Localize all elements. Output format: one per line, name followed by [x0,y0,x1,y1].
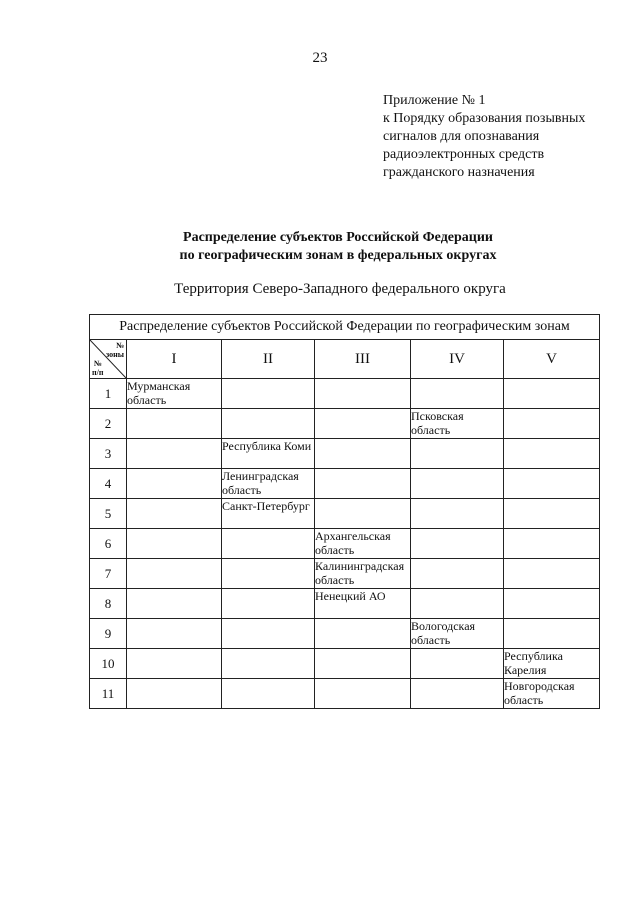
table-row [90,559,600,589]
zone-cell [127,559,222,589]
row-number: 2 [90,409,127,439]
zone-cell [315,469,411,499]
zone-cell [504,529,600,559]
zone-cell [222,619,315,649]
zone-cell [411,679,504,709]
corner-header-cell [90,340,127,379]
zone-cell [222,379,315,409]
zone-cell [315,439,411,469]
zone-cell: Архангельская область [315,529,411,559]
corner-row-label: № п/п [92,359,104,377]
zone-cell [411,379,504,409]
zone-cell [504,619,600,649]
row-number: 5 [90,499,127,529]
zone-header: II [222,340,315,379]
zone-cell [222,679,315,709]
table-row [90,589,600,619]
zone-cell [127,589,222,619]
table-row [90,619,600,649]
table-row [90,379,600,409]
appendix-line: радиоэлектронных средств [383,147,545,162]
appendix-line: к Порядку образования позывных [383,111,586,126]
zone-cell [127,439,222,469]
zone-cell [315,649,411,679]
zone-cell [222,589,315,619]
zone-cell [315,619,411,649]
table-row [90,529,600,559]
table-row [90,439,600,469]
zone-cell [222,559,315,589]
zone-cell [411,469,504,499]
zone-header: I [127,340,222,379]
table-row [90,679,600,709]
table-caption: Распределение субъектов Российской Федерации по географическим зонам [90,315,600,340]
zone-cell: Республика Коми [222,439,315,469]
row-number: 3 [90,439,127,469]
row-number: 7 [90,559,127,589]
zone-cell: Вологодская область [411,619,504,649]
zone-cell [315,679,411,709]
appendix-line: Приложение № 1 [383,93,486,108]
zone-cell [315,499,411,529]
zone-cell: Санкт-Петербург [222,499,315,529]
zone-cell: Калининградская область [315,559,411,589]
zone-cell [504,589,600,619]
zone-cell [411,589,504,619]
zone-cell: Ленинградская область [222,469,315,499]
zone-cell [127,469,222,499]
appendix-note [383,92,585,182]
zone-cell [411,439,504,469]
title-line-2: по географическим зонам в федеральных округах [179,248,497,263]
zone-cell [504,469,600,499]
appendix-line: сигналов для опознавания [383,129,540,144]
zone-cell [127,409,222,439]
row-number: 8 [90,589,127,619]
zone-cell [504,409,600,439]
row-number: 1 [90,379,127,409]
appendix-line: гражданского назначения [383,165,535,180]
row-number: 9 [90,619,127,649]
zone-cell [411,649,504,679]
table-row [90,649,600,679]
zone-cell [504,559,600,589]
zone-cell [222,529,315,559]
page-number: 23 [312,50,328,66]
zone-cell [411,499,504,529]
district-subtitle: Территория Северо-Западного федерального округа [174,281,506,297]
zone-header: IV [411,340,504,379]
zone-cell [315,379,411,409]
zone-cell [127,649,222,679]
zone-cell [411,559,504,589]
zone-cell [222,649,315,679]
zones-table [89,314,600,709]
title-line-1: Распределение субъектов Российской Федерации [183,230,493,245]
zone-cell [127,499,222,529]
zone-cell: Ненецкий АО [315,589,411,619]
table-row [90,409,600,439]
row-number: 6 [90,529,127,559]
zone-cell [411,529,504,559]
row-number: 4 [90,469,127,499]
corner-zone-label: № зоны [105,341,124,359]
zone-header: III [315,340,411,379]
zone-cell [504,379,600,409]
zone-cell [222,409,315,439]
zone-cell: Новгородская область [504,679,600,709]
zone-cell [504,439,600,469]
row-number: 10 [90,649,127,679]
table-row [90,499,600,529]
zone-cell [127,679,222,709]
zone-cell [315,409,411,439]
zone-header: V [504,340,600,379]
zone-cell [504,499,600,529]
zone-cell [127,529,222,559]
table-body [90,379,600,709]
table-row [90,469,600,499]
zone-cell: Псковская область [411,409,504,439]
zone-cell [127,619,222,649]
zone-cell: Мурманская область [127,379,222,409]
row-number: 11 [90,679,127,709]
zone-cell: Республика Карелия [504,649,600,679]
document-title [0,229,640,265]
